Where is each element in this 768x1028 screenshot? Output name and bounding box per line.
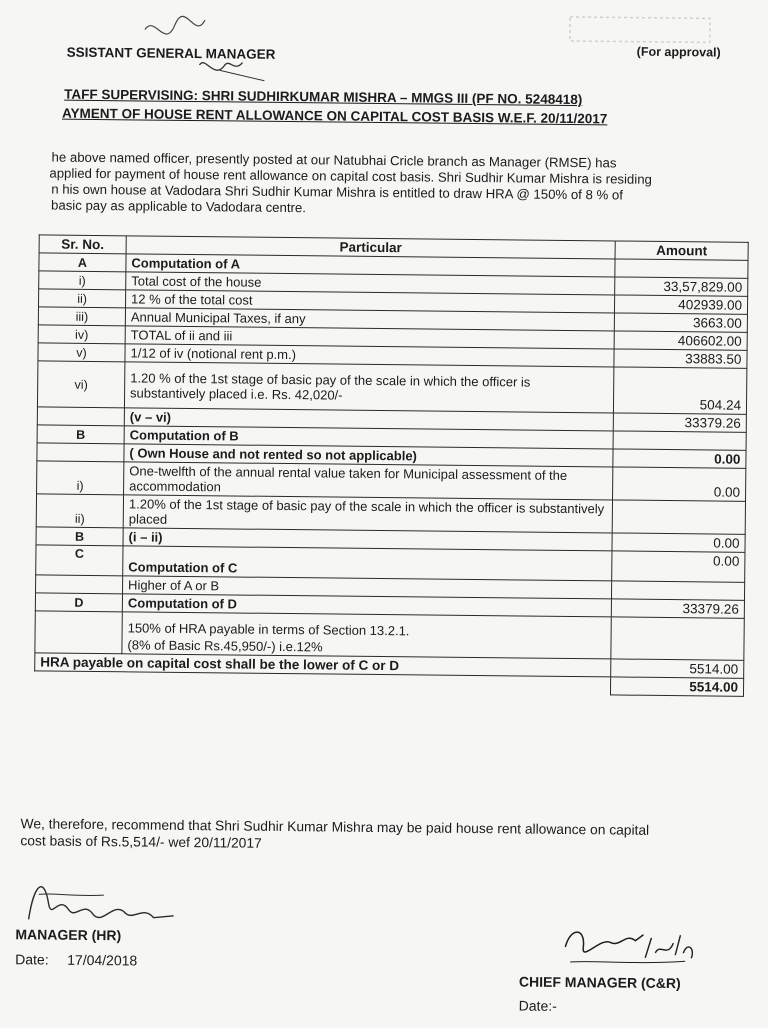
row-sr: ii) [36, 494, 123, 528]
right-date-label: Date:- [518, 997, 557, 1014]
row-particular: Higher of A or B [123, 576, 612, 599]
hra-computation-table [34, 234, 749, 696]
intro-line-4: basic pay as applicable to Vadodara centre. [50, 197, 307, 216]
row-amount: 0.00 [612, 533, 745, 552]
row-sr [35, 611, 122, 653]
manager-hr-signature [13, 864, 194, 936]
row-sr: i) [39, 271, 126, 290]
row-sr: i) [37, 461, 124, 495]
row-sr: B [36, 527, 123, 546]
row-particular: ( Own House and not rented so not applicable) [124, 444, 613, 467]
row-particular: 12 % of the total cost [125, 290, 614, 313]
addressee: SSISTANT GENERAL MANAGER [66, 44, 276, 62]
manager-hr-title: MANAGER (HR) [15, 926, 122, 944]
row-sr: B [37, 425, 124, 444]
row-amount: 0.00 [612, 551, 745, 582]
left-date-value: 17/04/2018 [67, 951, 138, 969]
table-row [37, 361, 746, 414]
intro-line-2: applied for payment of house rent allowance on capital cost basis. Shri Sudhir Kumar Mishra is residing [49, 165, 652, 187]
intro-line-1: he above named officer, presently posted at our Natubhai Cricle branch as Manager (RMSE) has [51, 149, 617, 171]
row-amount: 504.24 [613, 367, 746, 414]
row-particular: TOTAL of ii and iii [125, 326, 614, 349]
row-amount [611, 617, 744, 660]
row-amount: 0.00 [613, 449, 746, 468]
row-sr: iii) [38, 307, 125, 326]
row-sr: vi) [37, 361, 124, 408]
row-particular: (v – vi) [124, 408, 613, 431]
row-amount [613, 431, 746, 450]
closing-line-2: cost basis of Rs.5,514/- wef 20/11/2017 [20, 833, 262, 851]
row-particular: Annual Municipal Taxes, if any [125, 308, 614, 331]
row-particular: Computation of B [124, 426, 613, 449]
row-sr: ii) [39, 289, 126, 308]
row-amount [615, 259, 748, 278]
row-amount: 406602.00 [614, 331, 747, 350]
row-particular: Computation of A [126, 254, 615, 277]
row-particular: 1.20% of the 1st stage of basic pay of the scale in which the officer is substantively placed [123, 495, 612, 533]
final-amount: 5514.00 [610, 676, 743, 695]
chief-manager-title: CHIEF MANAGER (C&R) [518, 973, 681, 992]
row-amount: 33379.26 [613, 413, 746, 432]
row-amount [611, 581, 744, 600]
row-particular: One-twelfth of the annual rental value taken for Municipal assessment of the accommodation [124, 462, 613, 500]
row-amount: 33,57,829.00 [615, 277, 748, 296]
row-particular: Computation of C [123, 546, 612, 581]
row-sr [37, 443, 124, 462]
row-particular: Total cost of the house [126, 272, 615, 295]
summary-label: HRA payable on capital cost shall be the lower of C or D [35, 652, 611, 676]
left-date-label: Date: [15, 951, 49, 968]
subject-line-1: TAFF SUPERVISING: SHRI SUDHIRKUMAR MISHRA – MMGS III (PF NO. 5248418) [64, 86, 583, 108]
row-sr: v) [38, 343, 125, 362]
row-sr: iv) [38, 325, 125, 344]
row-amount [612, 500, 745, 534]
intro-line-3: n his own house at Vadodara Shri Sudhir Kumar Mishra is entitled to draw HRA @ 150% of 8 % of [51, 181, 624, 203]
row-particular: 150% of HRA payable in terms of Section 13.2.1. [122, 612, 611, 641]
chief-manager-signature [555, 912, 706, 974]
row-sr: D [35, 593, 122, 612]
row-amount: 33379.26 [611, 599, 744, 618]
closing-line-1: We, therefore, recommend that Shri Sudhir Kumar Mishra may be paid house rent allowance on capital [20, 816, 650, 838]
row-amount: 33883.50 [614, 349, 747, 368]
amount-header: Amount [615, 241, 748, 260]
subject-line-2: AYMENT OF HOUSE RENT ALLOWANCE ON CAPITAL COST BASIS W.E.F. 20/11/2017 [61, 105, 608, 127]
row-particular: (i – ii) [123, 528, 612, 551]
row-particular: Computation of D [122, 594, 611, 617]
approval-note: (For approval) [636, 44, 721, 60]
row-sr [37, 407, 124, 426]
particular-header: Particular [126, 236, 615, 259]
row-particular: (8% of Basic Rs.45,950/-) i.e.12% [122, 636, 611, 659]
row-sr: C [36, 545, 123, 576]
row-particular: 1/12 of iv (notional rent p.m.) [125, 344, 614, 367]
row-sr [36, 575, 123, 594]
row-amount: 3663.00 [614, 313, 747, 332]
row-amount: 402939.00 [614, 295, 747, 314]
row-sr: A [39, 253, 126, 272]
summary-amount: 5514.00 [611, 658, 744, 677]
row-amount: 0.00 [613, 467, 746, 501]
sr-no-header: Sr. No. [39, 235, 126, 254]
row-particular: 1.20 % of the 1st stage of basic pay of the scale in which the officer is substantively placed i.e. Rs. 42,020/- [124, 362, 613, 413]
